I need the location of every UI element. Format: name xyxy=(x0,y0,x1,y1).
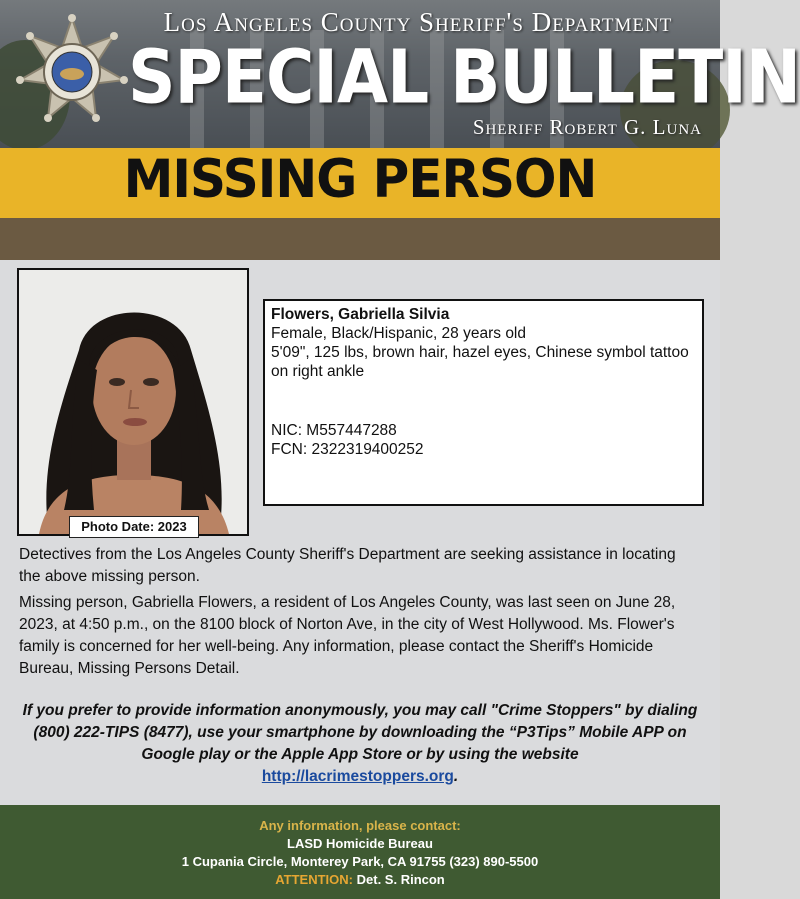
contact-footer xyxy=(0,805,720,899)
sheriff-name: Sheriff Robert G. Luna xyxy=(472,115,702,139)
person-demographics: Female, Black/Hispanic, 28 years old xyxy=(271,325,527,342)
divider-band xyxy=(0,218,720,260)
header-banner xyxy=(0,0,800,148)
contact-address: 1 Cupania Circle, Monterey Park, CA 91755 (323) 890-5500 xyxy=(181,854,539,869)
bulletin-title: SPECIAL BULLETIN xyxy=(128,34,800,121)
person-photo xyxy=(19,270,247,534)
anonymous-tip-paragraph xyxy=(20,700,700,788)
anonymous-tip-text: If you prefer to provide information anonymously, you may call "Crime Stoppers" by dialing (800) 222-TIPS (8477), use your smartphone by downloading the “P3Tips” Mobile APP on Google play or the Apple App Store or by using the website xyxy=(22,702,698,763)
details-paragraph: Missing person, Gabriella Flowers, a resident of Los Angeles County, was last seen on June 28, 2023, at 4:50 p.m., on the 8100 block of Norton Ave, in the city of West Hollywood. Ms. Flower's family is concerned for her well-being. Any information, please contact the Sheriff's Homicide Bureau, Missing Persons Detail. xyxy=(19,594,676,677)
intro-paragraph: Detectives from the Los Angeles County Sheriff's Department are seeking assistance in locating the above missing person. xyxy=(19,546,676,585)
person-photo-frame xyxy=(17,268,249,536)
person-description: 5'09", 125 lbs, brown hair, hazel eyes, Chinese symbol tattoo on right ankle xyxy=(271,344,689,380)
missing-person-heading: MISSING PERSON xyxy=(123,148,597,210)
photo-date-caption: Photo Date: 2023 xyxy=(69,516,199,538)
attention-name: Det. S. Rincon xyxy=(356,872,445,887)
crimestoppers-link[interactable]: http://lacrimestoppers.org xyxy=(261,768,454,785)
person-fcn: FCN: 2322319400252 xyxy=(271,441,424,458)
contact-bureau: LASD Homicide Bureau xyxy=(287,836,433,851)
contact-prompt: Any information, please contact: xyxy=(259,818,461,833)
attention-label: ATTENTION: xyxy=(275,872,353,887)
contact-attention xyxy=(0,871,720,889)
person-nic: NIC: M557447288 xyxy=(271,422,397,439)
department-name: Los Angeles County Sheriff's Department xyxy=(163,7,673,37)
person-info-box xyxy=(263,299,704,506)
sheriff-star-badge-icon xyxy=(16,14,128,126)
link-period: . xyxy=(453,768,459,785)
person-name: Flowers, Gabriella Silvia xyxy=(271,306,450,323)
